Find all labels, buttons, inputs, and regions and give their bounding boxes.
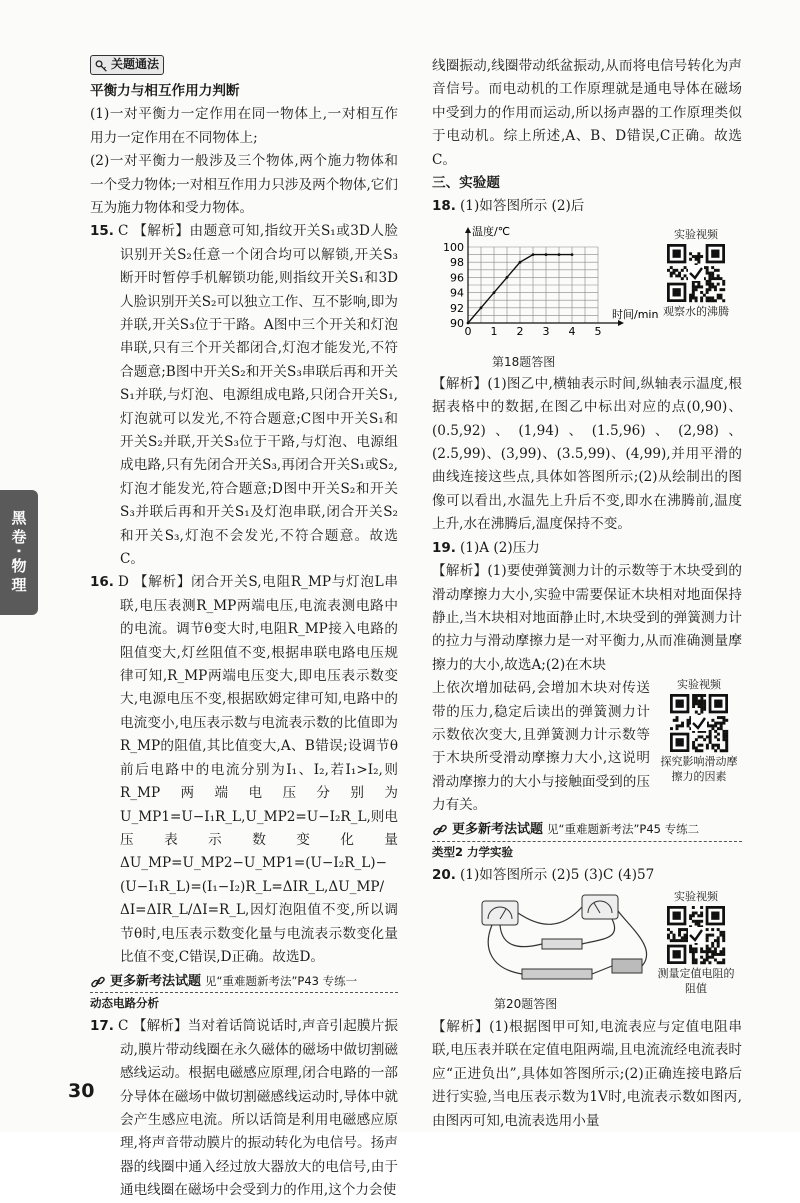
left-column: [90, 55, 398, 1203]
section-title: 三、实验题: [432, 175, 500, 192]
question-17-text: C 【解析】当对着话筒说话时,声音引起膜片振动,膜片带动线圈在永久磁体的磁场中做切割磁感线运动。根据电磁感应原理,闭合电路的一部分导体在磁场中做切割磁感线运动时,导体中就会产生感应电流。所以话筒是利用电磁感应原理,将声音带动膜片的振动转化为电信号。扬声器的线圈中通入经过放大器放大的电信号,由于通电线圈在磁场中会受到力的作用,这个力会使: [118, 1018, 398, 1199]
figure-20: [432, 889, 742, 1014]
more-tests-title: 更多新考法试题: [452, 822, 544, 838]
x-tick-label: 4: [568, 324, 576, 338]
qr-18: [654, 227, 738, 319]
question-16: [90, 571, 398, 969]
data-point: [532, 253, 535, 256]
y-tick-label: 94: [450, 286, 464, 300]
figure-20-caption: 第20题答图: [494, 996, 558, 1011]
figure-18: [432, 221, 742, 371]
question-20-answer-text: (1)如答图所示 (2)5 (3)C (4)57: [460, 866, 655, 883]
tip-point-2: (2)一对平衡力一般涉及三个物体,两个施力物体和一个受力物体;一对相互作用力只涉及两个物体,它们互为施力物体和受力物体。: [90, 153, 398, 216]
data-point: [480, 306, 483, 309]
question-19-answer-text: (1)A (2)压力: [460, 539, 540, 556]
question-18-answer: [432, 195, 742, 218]
x-axis-label: 时间/min: [612, 307, 659, 321]
data-point: [545, 253, 548, 256]
qr-code-icon[interactable]: [667, 906, 725, 964]
voltmeter: [582, 895, 618, 919]
y-tick-label: 96: [450, 271, 464, 285]
question-20-analysis: 【解析】(1)根据图甲可知,电流表应与定值电阻串联,电压表并联在定值电阻两端,且电流流经电流表时应“正进负出”,具体如答图所示;(2)正确连接电路后进行实验,当电压表示数为1V时,电流表示数如图丙,由图丙可知,电流表选用小量: [432, 1018, 742, 1129]
x-tick-label: 1: [490, 324, 498, 338]
qr-label: 测量定值电阻的阻值: [657, 966, 735, 995]
data-point: [519, 261, 522, 264]
y-tick-label: 98: [450, 256, 464, 270]
y-tick-label: 92: [450, 301, 464, 315]
link-icon: [90, 974, 106, 990]
link-icon: [432, 822, 448, 838]
y-tick-label: 90: [450, 316, 464, 330]
circuit-diagram: [462, 889, 662, 989]
question-number: 16.: [90, 574, 114, 591]
data-point: [493, 291, 496, 294]
resistor: [542, 939, 582, 949]
question-17: [90, 1015, 398, 1202]
rheostat: [522, 969, 592, 979]
data-point: [506, 276, 509, 279]
qr-19: [656, 677, 742, 784]
x-tick-label: 0: [464, 324, 472, 338]
question-16-text: D 【解析】闭合开关S,电阻R_MP与灯泡L串联,电压表测R_MP两端电压,电流表测电路中的电流。调节θ变大时,电阻R_MP接入电路的阻值变大,灯丝阻值不变,根据串联电路电压规律可知,R_MP两端电压变大,即电压表示数变大,电源电压不变,根据欧姆定律可知,电路中的电流变小,电压表示数与电流表示数的比值即为R_MP的阻值,其比值变大,A、B错误;设调节θ前后电路中的电流分别为I₁、I₂,若I₁>I₂,则R_MP两端电压分别为U_MP1=U−I₁R_L,U_MP2=U−I₂R_L,则电压表示数变化量ΔU_MP=U_MP2−U_MP1=(U−I₂R_L)−(U−I₁R_L)=(I₁−I₂)R_L=ΔIR_L,ΔU_MP/ΔI=ΔIR_L/ΔI=R_L,因灯泡阻值不变,所以调节θ时,电压表示数变化量与电流表示数变化量比值不变,C错误,D正确。故选D。: [118, 574, 398, 965]
y-axis-label: 温度/℃: [472, 224, 511, 238]
qr-label: 观察水的沸腾: [663, 304, 729, 318]
page-number: 30: [68, 1080, 95, 1102]
figure-18-caption: 第18题答图: [492, 354, 556, 369]
tip-title: 平衡力与相互作用力判断: [90, 82, 240, 99]
more-tests-ref: 见“重难题新考法”P43 专练一: [205, 974, 358, 989]
x-tick-label: 5: [594, 324, 602, 338]
question-number: 19.: [432, 539, 456, 556]
question-18-answer-text: (1)如答图所示 (2)后: [460, 198, 585, 215]
more-tests-sub: 类型2 力学实验: [432, 844, 514, 859]
question-19-answer: [432, 537, 742, 560]
question-number: 15.: [90, 223, 114, 240]
qr-code-icon[interactable]: [667, 244, 725, 302]
question-number: 18.: [432, 198, 456, 215]
more-tests-title: 更多新考法试题: [110, 974, 202, 990]
y-axis-arrow: [465, 227, 471, 233]
side-tab: 黑卷·物理: [0, 490, 38, 615]
data-point: [558, 253, 561, 256]
key-icon: [95, 59, 108, 72]
qr-20: [654, 889, 738, 996]
question-number: 17.: [90, 1018, 114, 1035]
more-tests-bar-2: [432, 820, 742, 862]
x-tick-label: 3: [542, 324, 550, 338]
question-15: [90, 220, 398, 571]
question-19-analysis-b: 上依次增加砝码,会增加木块对传送带的压力,稳定后读出的弹簧测力计示数依次变大,且弹簧测力计示数等于木块所受滑动摩擦力大小,这说明滑动摩擦力的大小与接触面受到的压力有关。: [432, 680, 650, 814]
qr-label: 探究影响滑动摩擦力的因素: [660, 755, 738, 784]
question-18-analysis: 【解析】(1)图乙中,横轴表示时间,纵轴表示温度,根据表格中的数据,在图乙中标出对应的点(0,90)、(0.5,92)、(1,94)、(1.5,96)、(2,98)、(2.5,99)、(3,99)、(3.5,99)、(4,99),并用平滑的曲线连接这些点,具体如答图所示;(2)从绘制出的图像可以看出,水温先上升后不变,即水在沸腾前,温度上升,水在沸腾后,温度保持不变。: [432, 375, 742, 533]
more-tests-sub: 动态电路分析: [90, 996, 159, 1011]
data-point: [571, 253, 574, 256]
more-tests-ref: 见“重难题新考法”P45 专练二: [547, 822, 700, 837]
qr-title: 实验视频: [677, 678, 721, 692]
qr-code-icon[interactable]: [670, 694, 728, 752]
boiling-chart: [432, 221, 662, 349]
tip-point-1: (1)一对平衡力一定作用在同一物体上,一对相互作用力一定作用在不同物体上;: [90, 106, 398, 146]
data-point: [467, 321, 470, 324]
question-17-continued: 线圈振动,线圈带动纸盆振动,从而将电信号转化为声音信号。而电动机的工作原理就是通电导体在磁场中受到力的作用而运动,所以扬声器的工作原理类似于电动机。综上所述,A、B、D错误,C正确。故选C。: [432, 58, 742, 168]
more-tests-bar-1: [90, 971, 398, 1013]
right-column: [432, 55, 742, 1133]
question-19-analysis-a: 【解析】(1)要使弹簧测力计的示数等于木块受到的滑动摩擦力大小,实验中需要保证木块相对地面保持静止,当木块相对地面静止时,木块受到的弹簧测力计的拉力与滑动摩擦力是一对平衡力,从而准确测量摩擦力的大小,故选A;(2)在木块: [432, 563, 742, 673]
question-number: 20.: [432, 866, 456, 883]
qr-title: 实验视频: [674, 227, 718, 241]
tip-badge-label: 关题通法: [111, 57, 160, 72]
question-15-text: C 【解析】由题意可知,指纹开关S₁或3D人脸识别开关S₂任意一个闭合均可以解锁,开关S₃断开时暂停手机解锁功能,则指纹开关S₁和3D人脸识别开关S₂可以独立工作、互不影响,即为并联,开关S₃位于干路。A图中三个开关和灯泡串联,只有三个开关都闭合,灯泡才能发光,不符合题意;B图中开关S₂和开关S₃串联后再和开关S₁并联,与灯泡、电源组成电路,只闭合开关S₁,灯泡就可以发光,不符合题意;C图中开关S₁和开关S₂并联,开关S₃位于干路,与灯泡、电源组成电路,只有先闭合开关S₃,再闭合开关S₁或S₂,灯泡才能发光,符合题意;D图中开关S₂和开关S₃并联后再和开关S₁及灯泡串联,闭合开关S₂和开关S₃,灯泡不会发光,不符合题意。故选C。: [118, 223, 398, 568]
ammeter: [482, 901, 518, 925]
y-tick-label: 100: [443, 240, 464, 254]
question-20-answer: [432, 864, 742, 887]
battery: [612, 959, 642, 973]
x-tick-label: 2: [516, 324, 524, 338]
qr-title: 实验视频: [674, 889, 718, 903]
tip-badge: [90, 55, 164, 75]
